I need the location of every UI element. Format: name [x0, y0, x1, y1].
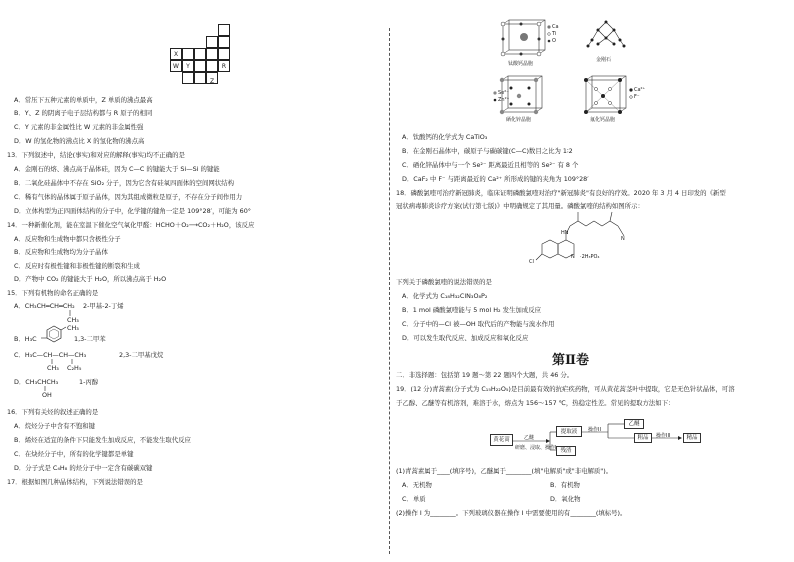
- q12-option-d: D．W 的氢化物的沸点比 X 的氢化物的沸点高: [14, 137, 145, 145]
- q12-option-a: A．常压下五种元素的单质中，Z 单质的沸点最高: [14, 96, 153, 104]
- legend-se: Se²⁻: [498, 90, 509, 96]
- legend-zn: Zn²⁺: [498, 97, 510, 103]
- table-cell-z: Z: [209, 78, 215, 85]
- chloroquine-salt: ·2H₃PO₄: [580, 254, 600, 260]
- q15-c-sub1: CH₃: [47, 364, 59, 372]
- q15-c-sub2: C₂H₅: [67, 364, 82, 372]
- flow-start-box: 黄花蒿: [490, 434, 513, 446]
- legend-o: O: [552, 38, 556, 44]
- chloroquine-cl: Cl: [529, 259, 534, 265]
- q16-option-c: C．在炔烃分子中，所有的化学键都是单键: [14, 450, 134, 458]
- q15-d-formula: D．CH₃CHCH₃: [14, 378, 59, 386]
- table-cell: [218, 36, 230, 48]
- q13-option-d: D．立体构型为正四面体结构的分子中，化学键的键角一定是 109°28′，可能为 60°: [14, 207, 252, 215]
- q13-option-a: A．金刚石的熔、沸点高于晶体硅，因为 C—C 的键能大于 Si—Si 的键能: [14, 165, 220, 173]
- diamond-label: 金刚石: [596, 57, 612, 63]
- calcium-fluoride-cell: [584, 76, 626, 114]
- table-cell: [206, 60, 218, 72]
- q15-a-sub: CH₃: [67, 316, 79, 324]
- table-cell: [218, 24, 230, 36]
- q12-option-b: B．Y、Z 的阴离子电子层结构都与 R 原子的相同: [14, 109, 153, 117]
- legend-ti: Ti: [552, 31, 557, 37]
- chloroquine-n2: N: [571, 254, 575, 260]
- q13-stem: 13．下列叙述中，结论(事实)和对应的解释(事实)均不正确的是: [7, 151, 185, 159]
- q14-stem: 14．一种新催化剂，能在室温下催化空气氧化甲醛：HCHO＋O₂⟶CO₂＋H₂O，该反应: [7, 221, 255, 229]
- table-cell-w: W: [170, 60, 182, 72]
- table-cell: [182, 48, 194, 60]
- q19-part1-option-a: A．无机物: [402, 481, 432, 489]
- q17-stem: 17．根据如图几种晶体结构，下列说法错误的是: [7, 478, 143, 486]
- q13-option-b: B．二氧化硅晶体中不存在 SiO₂ 分子，因为它含有硅氧四面体的空间网状结构: [14, 179, 234, 187]
- q18-question: 下列关于磷酸氯喹的说法错误的是: [396, 278, 492, 286]
- q19-line2: 于乙醇、乙醚等有机溶剂，难溶于水，熔点为 156～157 ℃，热稳定性差。常见的提取方法如下：: [396, 399, 675, 407]
- q14-option-a: A．反应物和生成物中都只含极性分子: [14, 235, 121, 243]
- q15-b-prefix: B．H₃C: [14, 335, 37, 343]
- q15-c-formula: C．H₃C—CH—CH—CH₃: [14, 351, 87, 359]
- q17-option-d: D．CaF₂ 中 F⁻ 与距离最近的 Ca²⁺ 所形成的键的夹角为 109°28′: [402, 175, 589, 183]
- flow-step1: 乙醚: [524, 435, 535, 441]
- part2-intro: 二．非选择题：包括第 19 题～第 22 题四个大题，共 46 分。: [396, 371, 574, 379]
- zinc-selenide-label: 硒化锌晶胞: [506, 117, 532, 123]
- q18-option-b: B．1 mol 磷酸氯喹能与 5 mol H₂ 发生加成反应: [402, 306, 541, 314]
- table-cell: [194, 60, 206, 72]
- q14-option-b: B．反应物和生成物均为分子晶体: [14, 248, 108, 256]
- table-cell-r: R: [218, 60, 230, 72]
- calcium-titanate-label: 钛酸钙晶胞: [508, 61, 534, 67]
- q15-stem: 15．下列有机物的命名正确的是: [7, 289, 99, 297]
- q12-option-c: C．Y 元素的非金属性比 W 元素的非金属性强: [14, 123, 144, 131]
- flow-op3: 操作III: [656, 433, 671, 439]
- q15-b-suffix: CH₃: [67, 324, 79, 332]
- flow-ether-box: 乙醚: [624, 419, 644, 429]
- q19-part1: (1)青蒿素属于____(填序号)，乙醚属于________(填"电解质"或"非电解质")。: [396, 467, 613, 475]
- q15-a-formula: A．CH₃CH═CH═CH₂: [14, 302, 75, 310]
- q15-d-bond: [0, 0, 1, 1]
- diamond-structure: [587, 21, 626, 48]
- q15-c-name: 2,3-二甲基戊烷: [119, 351, 164, 359]
- table-cell: [206, 48, 218, 60]
- chloroquine-hn: HN: [561, 230, 569, 236]
- q15-a-name: 2-甲基-2-丁烯: [83, 302, 124, 310]
- q18-stem-2: 冠状病毒肺炎诊疗方案(试行第七版)》中明确规定了其用量。磷酸氯喹的结构如图所示：: [396, 202, 644, 210]
- q16-option-a: A．烷烃分子中含有不饱和键: [14, 422, 96, 430]
- table-cell: [218, 48, 230, 60]
- q19-part1-option-c: C．单质: [402, 495, 426, 503]
- q13-option-c: C．稀有气体的晶体属于原子晶体，因为其组成微粒是原子，不存在分子间作用力: [14, 193, 243, 201]
- flow-extract-box: 提取液: [556, 426, 582, 437]
- q14-option-d: D．产物中 CO₂ 的键能大于 H₂O，所以沸点高于 H₂O: [14, 275, 167, 283]
- q18-stem-1: 18．磷酸氯喹可治疗新冠肺炎，临床证明磷酸氯喹对治疗"新冠肺炎"有良好的疗效。2020 年 3 月 4 日印发的《新型: [396, 189, 726, 197]
- q14-option-c: C．反应时有极性键和非极性键的断裂和生成: [14, 262, 140, 270]
- q17-option-a: A．钛酸钙的化学式为 CaTiO₃: [402, 133, 488, 141]
- q17-option-b: B．在金刚石晶体中，碳原子与碳碳键(C—C)数目之比为 1∶2: [402, 147, 573, 155]
- table-cell-x: X: [170, 48, 182, 60]
- calcium-titanate-cell: [501, 20, 545, 56]
- q19-part1-option-d: D．氧化物: [550, 495, 581, 503]
- flow-step1-sub: 研磨、浸取、操作I: [515, 445, 557, 451]
- q19-part2: (2)操作 I 为________。下列玻璃仪器在操作 I 中需要使用的有________(填标号)。: [396, 509, 627, 517]
- column-divider: [389, 28, 390, 554]
- legend-ca2: Ca²⁺: [634, 87, 646, 93]
- table-cell-y: Y: [182, 60, 194, 72]
- legend-ca: Ca: [552, 24, 559, 30]
- q18-option-a: A．化学式为 C₁₈H₃₂ClN₃O₈P₂: [402, 292, 488, 300]
- q15-d-sub: OH: [42, 391, 52, 399]
- flow-fine-box: 精品: [683, 433, 701, 443]
- q15-b-name: 1,3-二甲苯: [74, 335, 106, 343]
- table-cell: [182, 72, 194, 84]
- chloroquine-n1: N: [621, 236, 625, 242]
- flow-crude-box: 粗品: [634, 433, 652, 443]
- flow-op2: 操作II: [588, 427, 601, 433]
- extraction-flowchart: [398, 0, 399, 1]
- q19-part1-option-b: B．有机物: [550, 481, 580, 489]
- q16-option-d: D．分子式是 C₄H₈ 的烃分子中一定含有碳碳双键: [14, 464, 153, 472]
- table-cell: [194, 48, 206, 60]
- legend-f: F⁻: [634, 94, 640, 100]
- q19-line1: 19．(12 分)青蒿素(分子式为 C₁₅H₂₂O₅)是目前最有效的抗疟疾药物，可从黄花蒿茎叶中提取，它是无色针状晶体，可溶: [396, 385, 735, 393]
- q16-option-b: B．烯烃在适宜的条件下只能发生加成反应，不能发生取代反应: [14, 436, 191, 444]
- q18-option-c: C．分子中的—Cl 被—OH 取代后的产物能与溴水作用: [402, 320, 555, 328]
- q15-d-name: 1-丙醇: [79, 378, 99, 386]
- q18-option-d: D．可以发生取代反应、加成反应和氧化反应: [402, 334, 529, 342]
- q16-stem: 16．下列有关烃的叙述正确的是: [7, 408, 99, 416]
- table-cell: [194, 72, 206, 84]
- flow-residue-box: 残渣: [556, 446, 576, 456]
- part2-title: 第Ⅱ卷: [552, 353, 589, 368]
- calcium-fluoride-label: 氟化钙晶胞: [590, 117, 616, 123]
- table-cell: [206, 36, 218, 48]
- q17-option-c: C．硒化锌晶体中与一个 Se²⁻ 距离最近且相等的 Se²⁻ 有 8 个: [402, 161, 579, 169]
